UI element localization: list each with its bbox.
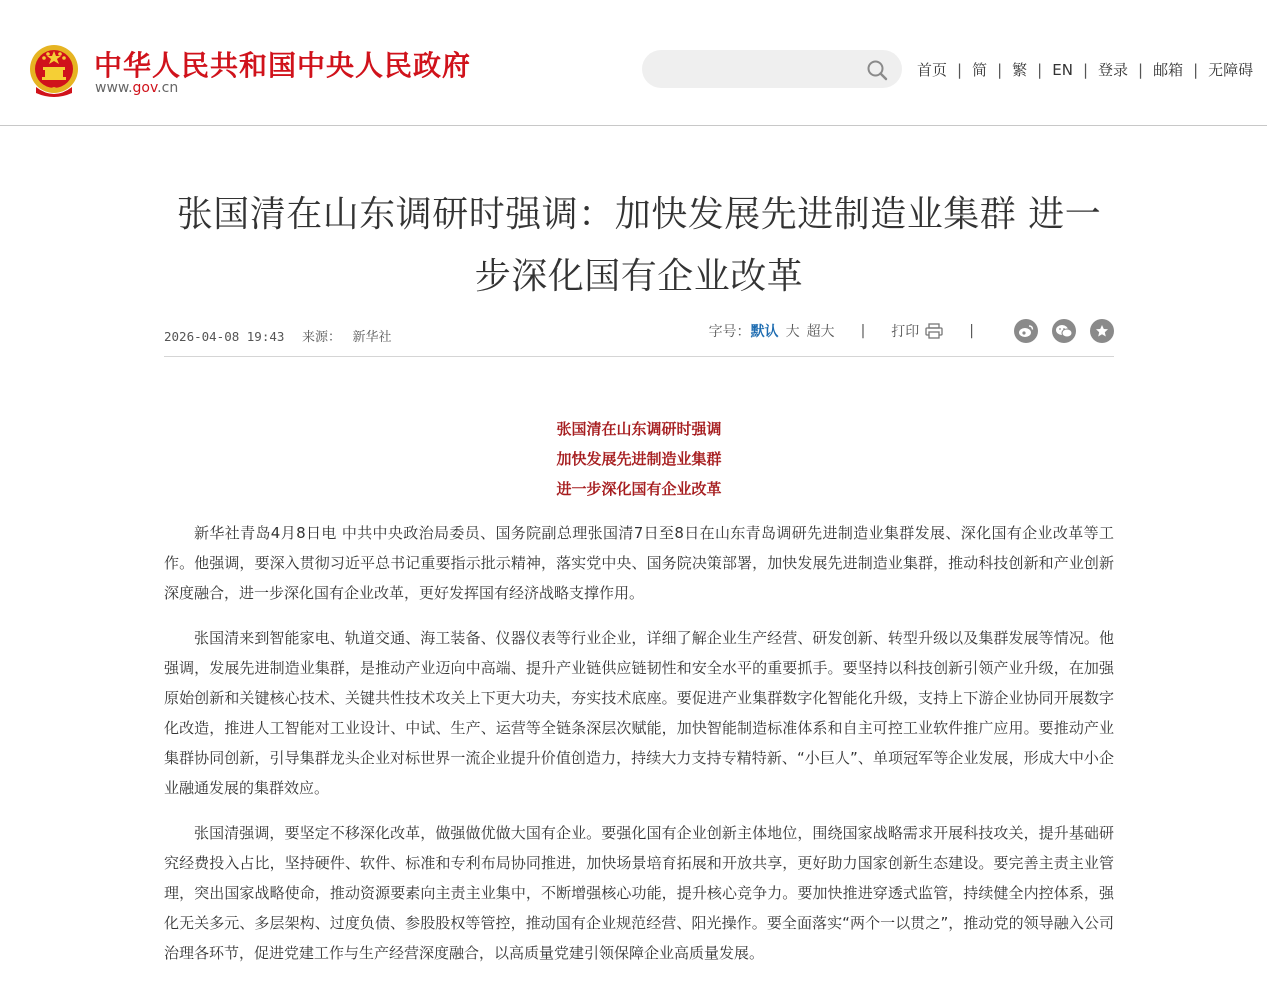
nav-separator: |	[1082, 60, 1088, 79]
article-lead	[164, 414, 1114, 504]
nav-separator: |	[1138, 60, 1144, 79]
article-paragraph: 新华社青岛4月8日电 中共中央政治局委员、国务院副总理张国清7日至8日在山东青岛调研先进制造业集群发展、深化国有企业改革等工作。他强调，要深入贯彻习近平总书记重要指示批示精神，落实党中央、国务院决策部署，加快发展先进制造业集群，推动科技创新和产业创新深度融合，进一步深化国有企业改革，更好发挥国有经济战略支撑作用。	[164, 524, 1114, 602]
search-icon[interactable]	[866, 59, 888, 81]
tools-separator: |	[969, 323, 974, 339]
article-meta-bar	[164, 318, 1114, 357]
site-header	[0, 0, 1267, 126]
article-title: 张国清在山东调研时强调：加快发展先进制造业集群 进一步深化国有企业改革	[176, 194, 1102, 297]
search-box	[642, 50, 902, 88]
nav-separator: |	[957, 60, 963, 79]
nav-separator: |	[997, 60, 1003, 79]
nav-separator: |	[1037, 60, 1043, 79]
article-paragraph: 张国清强调，要坚定不移深化改革，做强做优做大国有企业。要强化国有企业创新主体地位，围绕国家战略需求开展科技攻关，提升基础研究经费投入占比，坚持硬件、软件、标准和专利布局协同推进，加快场景培育拓展和开放共享，更好助力国家创新生态建设。要完善主责主业管理，突出国家战略使命，推动资源要素向主责主业集中，不断增强核心功能，提升核心竞争力。要加快推进穿透式监管，持续健全内控体系，强化无关多元、多层架构、过度负债、参股股权等管控，推动国有企业规范经营、阳光操作。要全面落实“两个一以贯之”，推动党的领导融入公司治理各环节，促进党建工作与生产经营深度融合，以高质量党建引领保障企业高质量发展。	[164, 824, 1114, 962]
lead-line: 张国清在山东调研时强调	[556, 420, 722, 438]
site-url-suffix: .cn	[157, 80, 179, 96]
nav-english[interactable]: EN	[1052, 60, 1073, 79]
nav-home[interactable]: 首页	[917, 61, 948, 79]
site-url-prefix: www.	[95, 80, 133, 96]
nav-traditional[interactable]: 繁	[1012, 61, 1028, 79]
font-size-label: 字号：	[708, 324, 751, 340]
site-url-accent: gov	[132, 80, 158, 96]
tools-separator: |	[860, 323, 866, 339]
font-size-default[interactable]: 默认	[750, 324, 779, 340]
lead-line: 进一步深化国有企业改革	[556, 480, 722, 498]
source-label: 来源：	[301, 330, 341, 345]
font-size-large[interactable]: 大	[785, 324, 800, 340]
publish-date: 2026-04-08 19:43	[164, 329, 285, 344]
weibo-icon[interactable]	[1014, 319, 1038, 343]
nav-mailbox[interactable]: 邮箱	[1153, 61, 1184, 79]
article-paragraph: 张国清来到智能家电、轨道交通、海工装备、仪器仪表等行业企业，详细了解企业生产经营、研发创新、转型升级以及集群发展等情况。他强调，发展先进制造业集群，是推动产业迈向中高端、提升产业链供应链韧性和安全水平的重要抓手。要坚持以科技创新引领产业升级，在加强原始创新和关键核心技术、关键共性技术攻关上下更大功夫，夯实技术底座。要促进产业集群数字化智能化升级，支持上下游企业协同开展数字化改造，推进人工智能对工业设计、中试、生产、运营等全链条深层次赋能，加快智能制造标准体系和自主可控工业软件推广应用。要推动产业集群协同创新，引导集群龙头企业对标世界一流企业提升价值创造力，持续大力支持专精特新、“小巨人”、单项冠军等企业发展，形成大中小企业融通发展的集群效应。	[164, 629, 1114, 797]
nav-simplified[interactable]: 简	[972, 61, 988, 79]
nav-accessibility[interactable]: 无障碍	[1208, 61, 1254, 79]
search-input[interactable]	[656, 58, 860, 82]
article-meta-info	[164, 326, 392, 345]
print-label: 打印	[891, 324, 920, 340]
article-body	[164, 518, 1114, 983]
nav-login[interactable]: 登录	[1098, 61, 1129, 79]
font-size-xlarge[interactable]: 超大	[806, 324, 835, 340]
print-button[interactable]	[891, 321, 943, 341]
article-tools	[709, 319, 1114, 343]
top-nav	[917, 59, 1253, 80]
printer-icon	[925, 323, 943, 339]
national-emblem-logo[interactable]	[28, 43, 80, 99]
source-name: 新华社	[352, 330, 392, 345]
site-name[interactable]: 中华人民共和国中央人民政府	[94, 49, 472, 82]
nav-separator: |	[1193, 60, 1199, 79]
wechat-icon[interactable]	[1052, 319, 1076, 343]
favorite-icon[interactable]	[1090, 319, 1114, 343]
lead-line: 加快发展先进制造业集群	[556, 450, 722, 468]
site-url[interactable]	[95, 80, 178, 96]
